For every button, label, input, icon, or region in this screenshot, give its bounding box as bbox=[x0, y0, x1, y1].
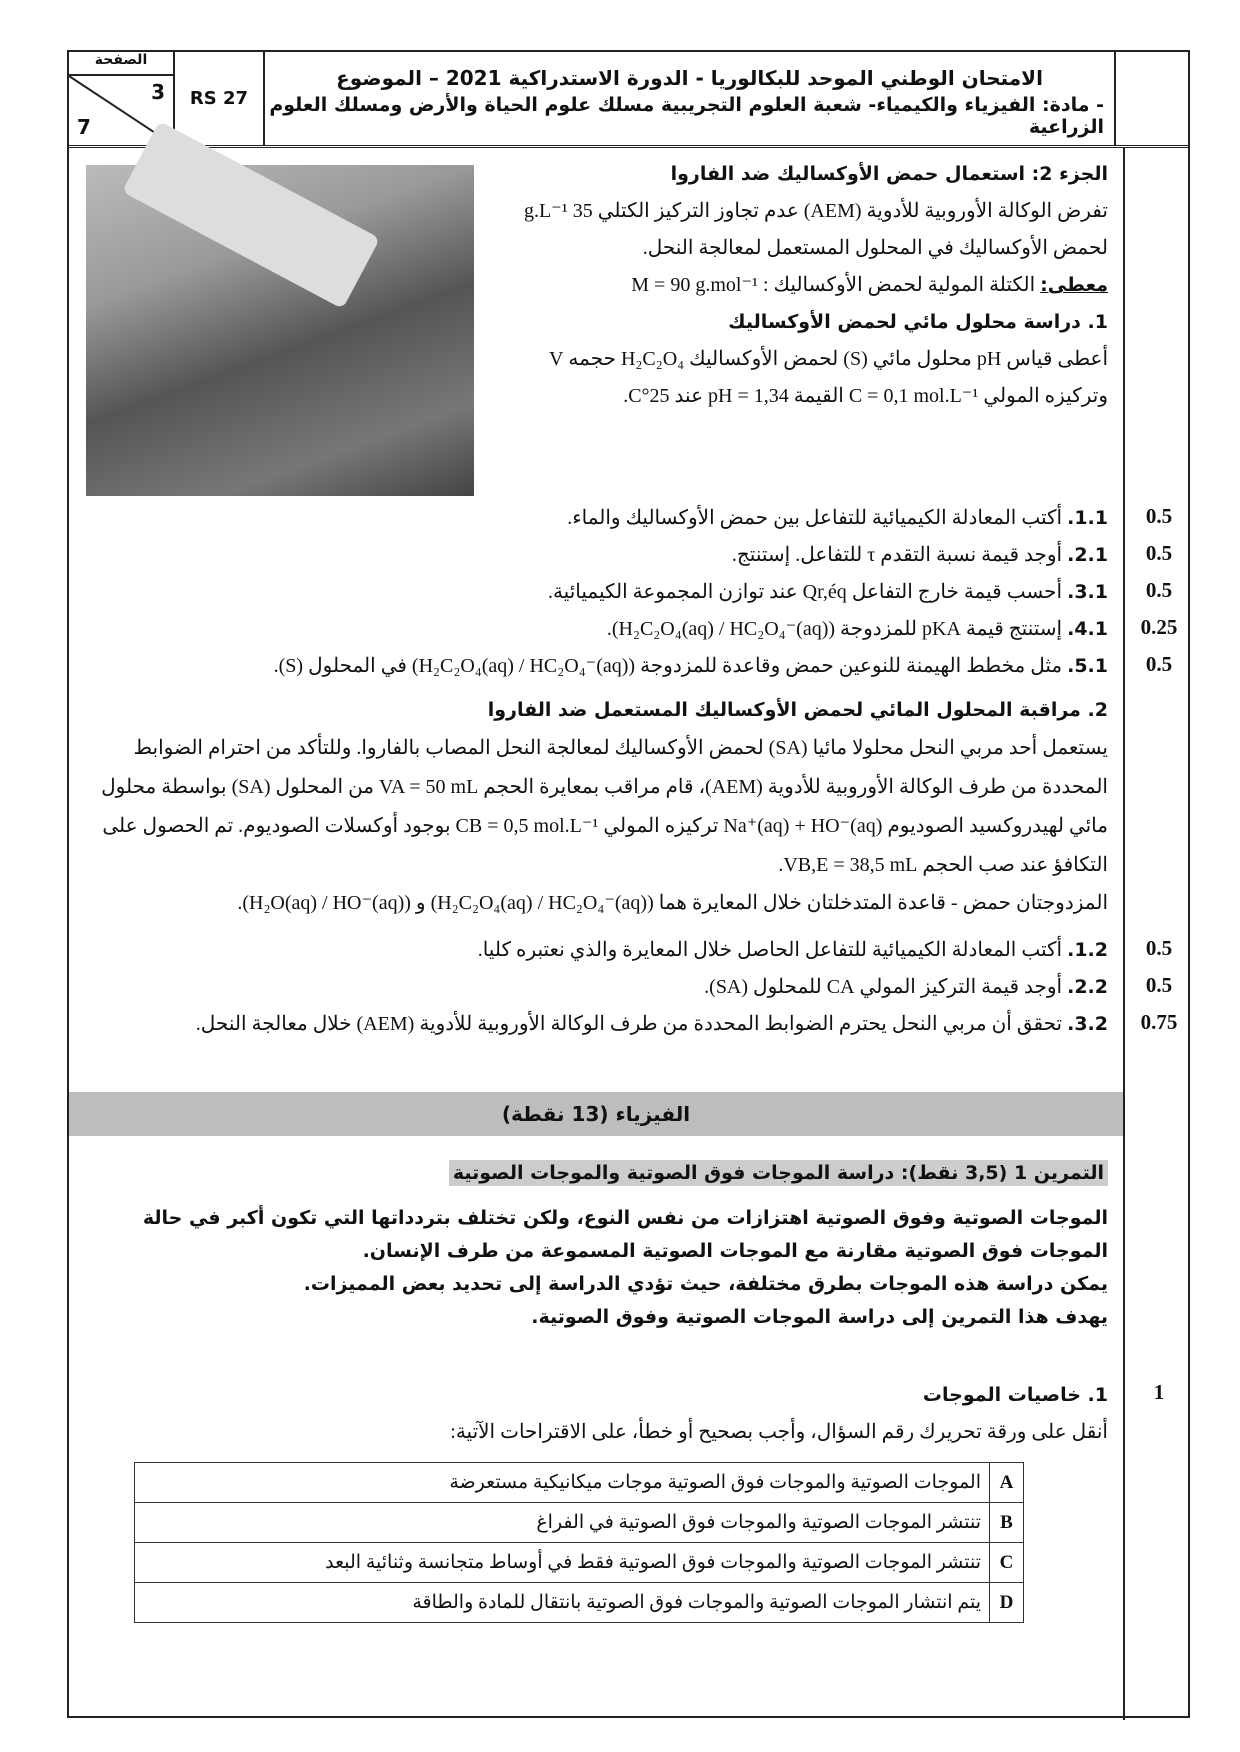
section2-title: 2. مراقبة المحلول المائي لحمض الأوكساليك المستعمل ضد الفاروا bbox=[487, 699, 1108, 721]
exam-title-box bbox=[265, 52, 1116, 145]
table-row bbox=[135, 1543, 1024, 1583]
question-text: أكتب المعادلة الكيميائية للتفاعل بين حمض الأوكساليك والماء. bbox=[567, 507, 1063, 529]
intro-paragraph: يمكن دراسة هذه الموجات بطرق مختلفة، حيث تؤدي الدراسة إلى تحديد بعض المميزات. bbox=[303, 1273, 1108, 1295]
part2-intro-block bbox=[488, 156, 1108, 415]
exam-header bbox=[69, 52, 1188, 148]
score-column-divider bbox=[1123, 148, 1125, 1720]
exercise1-title: التمرين 1 (3,5 نقط): دراسة الموجات فوق الصوتية والموجات الصوتية bbox=[449, 1160, 1108, 1186]
question-number: 4.1. bbox=[1067, 618, 1108, 640]
proposition-text: يتم انتشار الموجات الصوتية والموجات فوق الصوتية بانتقال للمادة والطاقة bbox=[135, 1583, 990, 1623]
question-text: أوجد قيمة التركيز المولي CA للمحلول (SA). bbox=[704, 976, 1063, 998]
section2-text: يستعمل أحد مربي النحل محلولا مائيا (SA) لحمض الأوكساليك لمعالجة النحل المصاب بالفاروا. وللتأكد من احترام الضوابط المحددة من طرف الوكالة الأوروبية للأدوية (AEM)، قام مراقب بمعايرة الحجم VA = 50 mL من المحلول (SA) بواسطة محلول مائي لهيدروكسيد الصوديوم Na⁺(aq) + HO⁻(aq) تركيزه المولي CB = 0,5 mol.L⁻¹ بوجود أوكسلات الصوديوم. تم الحصول على التكافؤ عند صب الحجم VB,E = 38,5 mL. bbox=[101, 737, 1108, 876]
question-number: 1.2. bbox=[1067, 939, 1108, 961]
proposition-letter: D bbox=[990, 1583, 1024, 1623]
proposition-text: تنتشر الموجات الصوتية والموجات فوق الصوتية فقط في أوساط متجانسة وثنائية البعد bbox=[135, 1543, 990, 1583]
proposition-letter: A bbox=[990, 1463, 1024, 1503]
section2-block bbox=[98, 692, 1108, 922]
question-number: 2.1. bbox=[1067, 544, 1108, 566]
proposition-text: تنتشر الموجات الصوتية والموجات فوق الصوتية في الفراغ bbox=[135, 1503, 990, 1543]
score-value: 0.5 bbox=[1145, 936, 1173, 960]
true-false-table bbox=[134, 1462, 1024, 1623]
question-text: أوجد قيمة نسبة التقدم τ للتفاعل. إستنتج. bbox=[731, 544, 1063, 566]
question-text: إستنتج قيمة pKA للمزدوجة (H₂C₂O₄(aq) / HC₂O₄⁻(aq)). bbox=[606, 618, 1063, 640]
question-item bbox=[108, 648, 1108, 685]
intro-paragraph: الموجات الصوتية وفوق الصوتية اهتزازات من نفس النوع، ولكن تختلف بتردداتها التي تكون أكبر في حالة الموجات فوق الصوتية مقارنة مع الموجات الصوتية المسموعة من طرف الإنسان. bbox=[142, 1207, 1108, 1262]
section2-couples: المزدوجتان حمض - قاعدة المتدخلتان خلال المعايرة هما (H₂C₂O₄(aq) / HC₂O₄⁻(aq)) و (H₂O(aq) / HO⁻(aq)). bbox=[237, 892, 1108, 914]
syringe-image bbox=[122, 121, 380, 309]
score-value: 0.5 bbox=[1145, 541, 1173, 565]
part2-title: الجزء 2: استعمال حمض الأوكساليك ضد الفاروا bbox=[670, 163, 1108, 185]
score-value: 0.5 bbox=[1145, 578, 1173, 602]
question-number: 3.1. bbox=[1067, 581, 1108, 603]
given-label: معطى: bbox=[1040, 274, 1108, 296]
score-value: 0.5 bbox=[1145, 652, 1173, 676]
page-total: 7 bbox=[77, 115, 91, 139]
score-value: 0.75 bbox=[1140, 1010, 1178, 1034]
physics-banner: الفيزياء (13 نقطة) bbox=[69, 1092, 1123, 1136]
table-row bbox=[135, 1463, 1024, 1503]
score-value: 1 bbox=[1153, 1380, 1165, 1404]
q1-title: 1. خاصيات الموجات bbox=[922, 1384, 1108, 1406]
question-item bbox=[108, 932, 1108, 969]
score-value: 0.5 bbox=[1145, 973, 1173, 997]
given-text: الكتلة المولية لحمض الأوكساليك : M = 90 g.mol⁻¹ bbox=[631, 274, 1036, 296]
question-item bbox=[108, 1006, 1108, 1043]
proposition-letter: B bbox=[990, 1503, 1024, 1543]
question-item bbox=[108, 574, 1108, 611]
question-number: 3.2. bbox=[1067, 1013, 1108, 1035]
section1-questions bbox=[108, 500, 1108, 685]
score-value: 0.5 bbox=[1145, 504, 1173, 528]
section1-title: 1. دراسة محلول مائي لحمض الأوكساليك bbox=[728, 311, 1108, 333]
question-item bbox=[108, 611, 1108, 648]
exercise1-intro bbox=[98, 1202, 1108, 1334]
proposition-letter: C bbox=[990, 1543, 1024, 1583]
question-text: تحقق أن مربي النحل يحترم الضوابط المحددة من طرف الوكالة الأوروبية للأدوية (AEM) خلال معالجة النحل. bbox=[195, 1013, 1063, 1035]
section1-text: أعطى قياس pH محلول مائي (S) لحمض الأوكساليك H₂C₂O₄ حجمه V وتركيزه المولي C = 0,1 mol.L⁻¹ القيمة pH = 1,34 عند 25°C. bbox=[548, 348, 1108, 407]
exam-code: RS 27 bbox=[175, 52, 265, 145]
part2-intro: تفرض الوكالة الأوروبية للأدوية (AEM) عدم تجاوز التركيز الكتلي 35 g.L⁻¹ لحمض الأوكساليك في المحلول المستعمل لمعالجة النحل. bbox=[523, 200, 1108, 259]
exam-page bbox=[67, 50, 1190, 1718]
bee-treatment-photo bbox=[86, 165, 474, 496]
score-value: 0.25 bbox=[1140, 615, 1178, 639]
exercise1-q1 bbox=[108, 1377, 1108, 1451]
question-number: 1.1. bbox=[1067, 507, 1108, 529]
question-text: أكتب المعادلة الكيميائية للتفاعل الحاصل خلال المعايرة والذي نعتبره كليا. bbox=[477, 939, 1063, 961]
question-number: 5.1. bbox=[1067, 655, 1108, 677]
question-text: مثل مخطط الهيمنة للنوعين حمض وقاعدة للمزدوجة (H₂C₂O₄(aq) / HC₂O₄⁻(aq)) في المحلول (S). bbox=[273, 655, 1063, 677]
question-item bbox=[108, 500, 1108, 537]
proposition-text: الموجات الصوتية والموجات فوق الصوتية موجات ميكانيكية مستعرضة bbox=[135, 1463, 990, 1503]
intro-paragraph: يهدف هذا التمرين إلى دراسة الموجات الصوتية وفوق الصوتية. bbox=[531, 1306, 1108, 1328]
page-label: الصفحة bbox=[69, 52, 173, 76]
exam-subtitle: - مادة: الفيزياء والكيمياء- شعبة العلوم التجريبية مسلك علوم الحياة والأرض ومسلك العلوم الزراعية bbox=[269, 94, 1104, 138]
table-row bbox=[135, 1503, 1024, 1543]
q1-instruction: أنقل على ورقة تحريرك رقم السؤال، وأجب بصحيح أو خطأ، على الاقتراحات الآتية: bbox=[450, 1421, 1108, 1443]
table-row bbox=[135, 1583, 1024, 1623]
score-header-cell bbox=[1116, 52, 1188, 145]
page-current: 3 bbox=[151, 80, 165, 104]
question-item bbox=[108, 537, 1108, 574]
exam-title: الامتحان الوطني الموحد للبكالوريا - الدورة الاستدراكية 2021 – الموضوع bbox=[336, 66, 1043, 90]
question-number: 2.2. bbox=[1067, 976, 1108, 998]
question-item bbox=[108, 969, 1108, 1006]
section2-questions bbox=[108, 932, 1108, 1043]
question-text: أحسب قيمة خارج التفاعل Qr,éq عند توازن المجموعة الكيميائية. bbox=[547, 581, 1063, 603]
